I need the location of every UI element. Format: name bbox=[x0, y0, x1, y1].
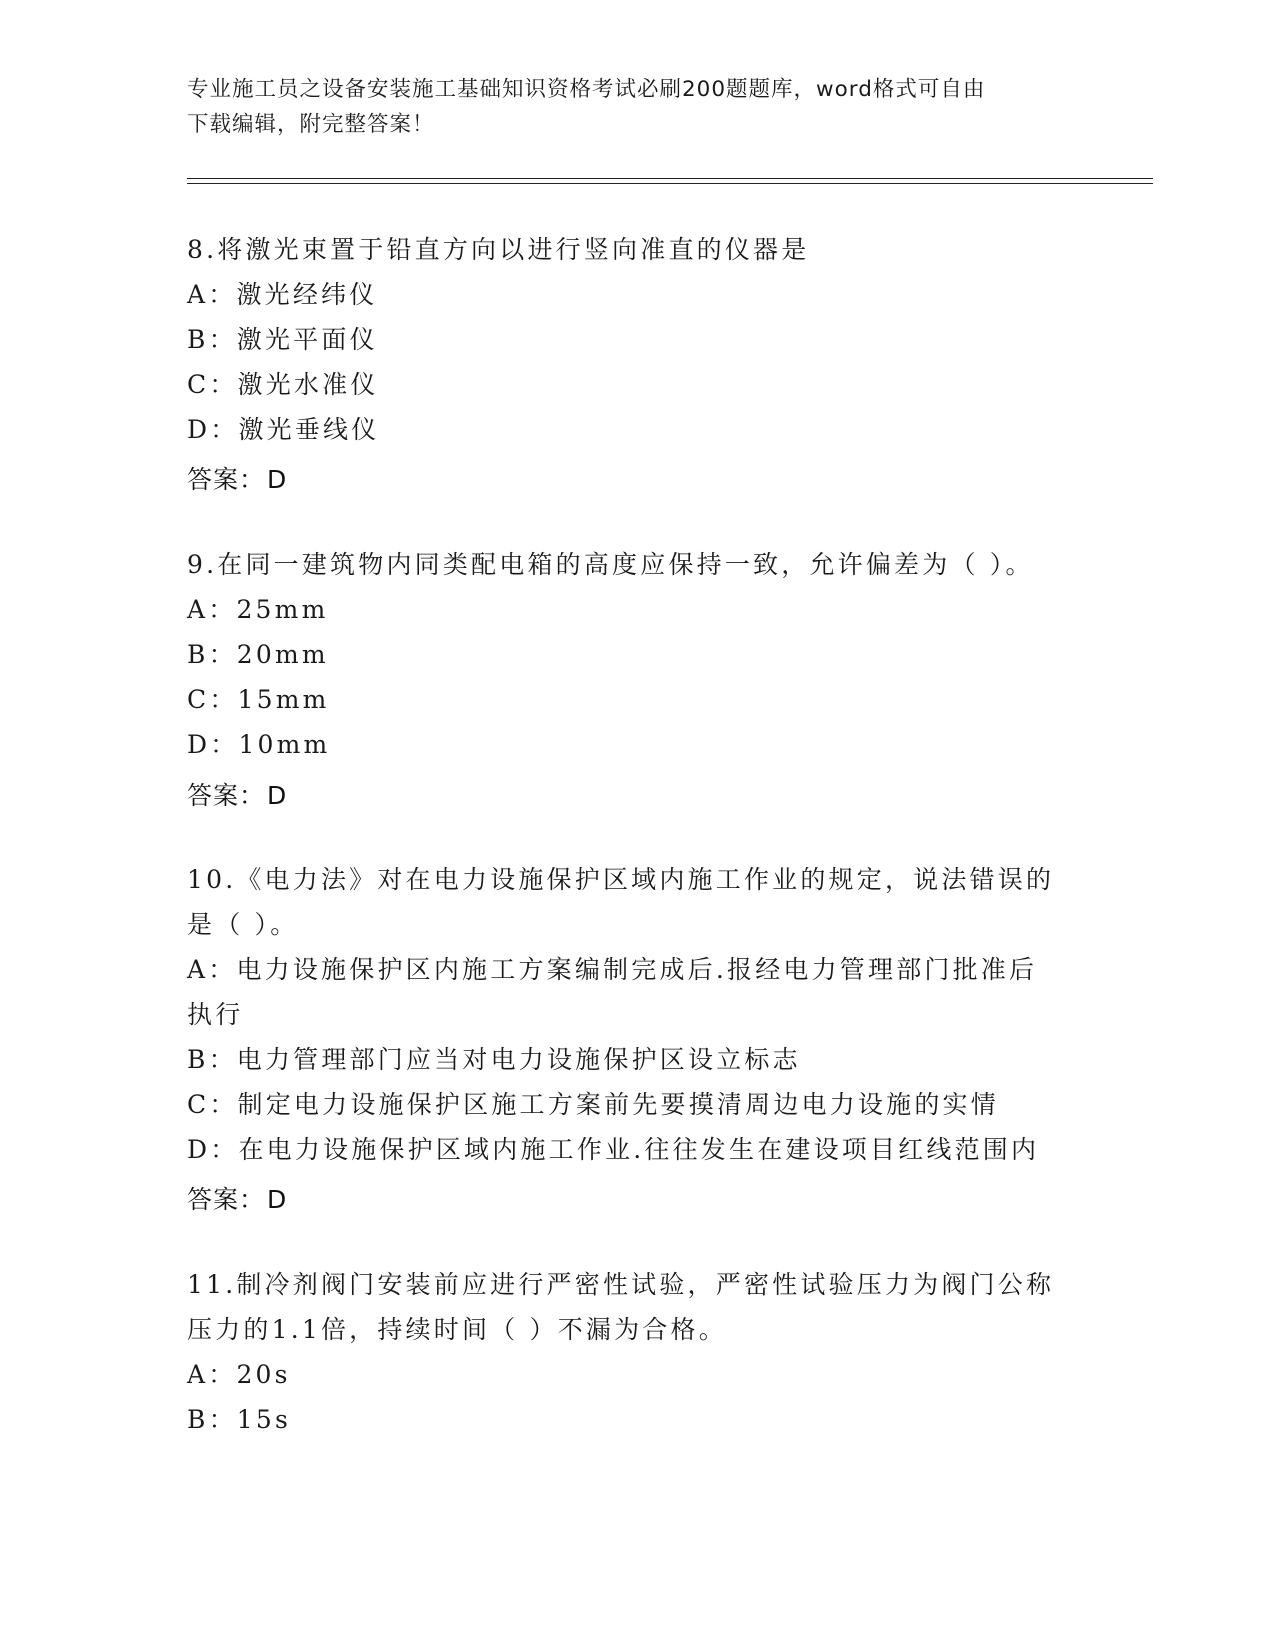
question-8-option-d: D：激光垂线仪 bbox=[187, 415, 380, 444]
question-11-stem-line-1: 11.制冷剂阀门安装前应进行严密性试验，严密性试验压力为阀门公称 bbox=[187, 1270, 1055, 1299]
question-10-option-b: B：电力管理部门应当对电力设施保护区设立标志 bbox=[187, 1045, 801, 1074]
question-9-option-d: D：10mm bbox=[187, 730, 331, 759]
question-9-option-a: A：25mm bbox=[187, 595, 329, 624]
question-8-option-c: C：激光水准仪 bbox=[187, 370, 379, 399]
question-9-stem: 9.在同一建筑物内同类配电箱的高度应保持一致，允许偏差为（ ）。 bbox=[187, 550, 1034, 579]
question-10-option-c: C：制定电力设施保护区施工方案前先要摸清周边电力设施的实情 bbox=[187, 1090, 999, 1119]
answer-label: 答案： bbox=[187, 781, 266, 810]
question-10-stem-line-1: 10.《电力法》对在电力设施保护区域内施工作业的规定，说法错误的 bbox=[187, 865, 1055, 894]
answer-label: 答案： bbox=[187, 1185, 266, 1214]
question-8-answer bbox=[187, 460, 286, 496]
header-line-2: 下载编辑，附完整答案！ bbox=[187, 112, 435, 137]
answer-label: 答案： bbox=[187, 465, 266, 494]
question-10-option-a-line-1: A：电力设施保护区内施工方案编制完成后.报经电力管理部门批准后 bbox=[187, 955, 1038, 984]
document-header bbox=[187, 72, 1087, 142]
answer-value: D bbox=[267, 1185, 287, 1214]
question-8-option-a: A：激光经纬仪 bbox=[187, 280, 378, 309]
question-8-stem: 8.将激光束置于铅直方向以进行竖向准直的仪器是 bbox=[187, 235, 810, 264]
question-9-option-b: B：20mm bbox=[187, 640, 329, 669]
question-10-option-a-line-2: 执行 bbox=[187, 1000, 244, 1029]
question-9-answer bbox=[187, 776, 286, 812]
answer-value: D bbox=[267, 465, 287, 494]
header-line-1: 专业施工员之设备安装施工基础知识资格考试必刷200题题库，word格式可自由 bbox=[187, 77, 986, 102]
question-10-stem-line-2: 是（ ）。 bbox=[187, 910, 299, 939]
question-11-option-b: B：15s bbox=[187, 1405, 292, 1434]
question-11-option-a: A：20s bbox=[187, 1360, 291, 1389]
question-11-stem-line-2: 压力的1.1倍，持续时间（ ）不漏为合格。 bbox=[187, 1315, 727, 1344]
header-divider-top bbox=[187, 178, 1153, 179]
question-10-answer bbox=[187, 1180, 286, 1216]
question-9-option-c: C：15mm bbox=[187, 685, 330, 714]
question-10-option-d: D：在电力设施保护区域内施工作业.往往发生在建设项目红线范围内 bbox=[187, 1135, 1040, 1164]
header-divider-bottom bbox=[187, 183, 1153, 184]
question-8-option-b: B：激光平面仪 bbox=[187, 325, 378, 354]
answer-value: D bbox=[267, 781, 287, 810]
